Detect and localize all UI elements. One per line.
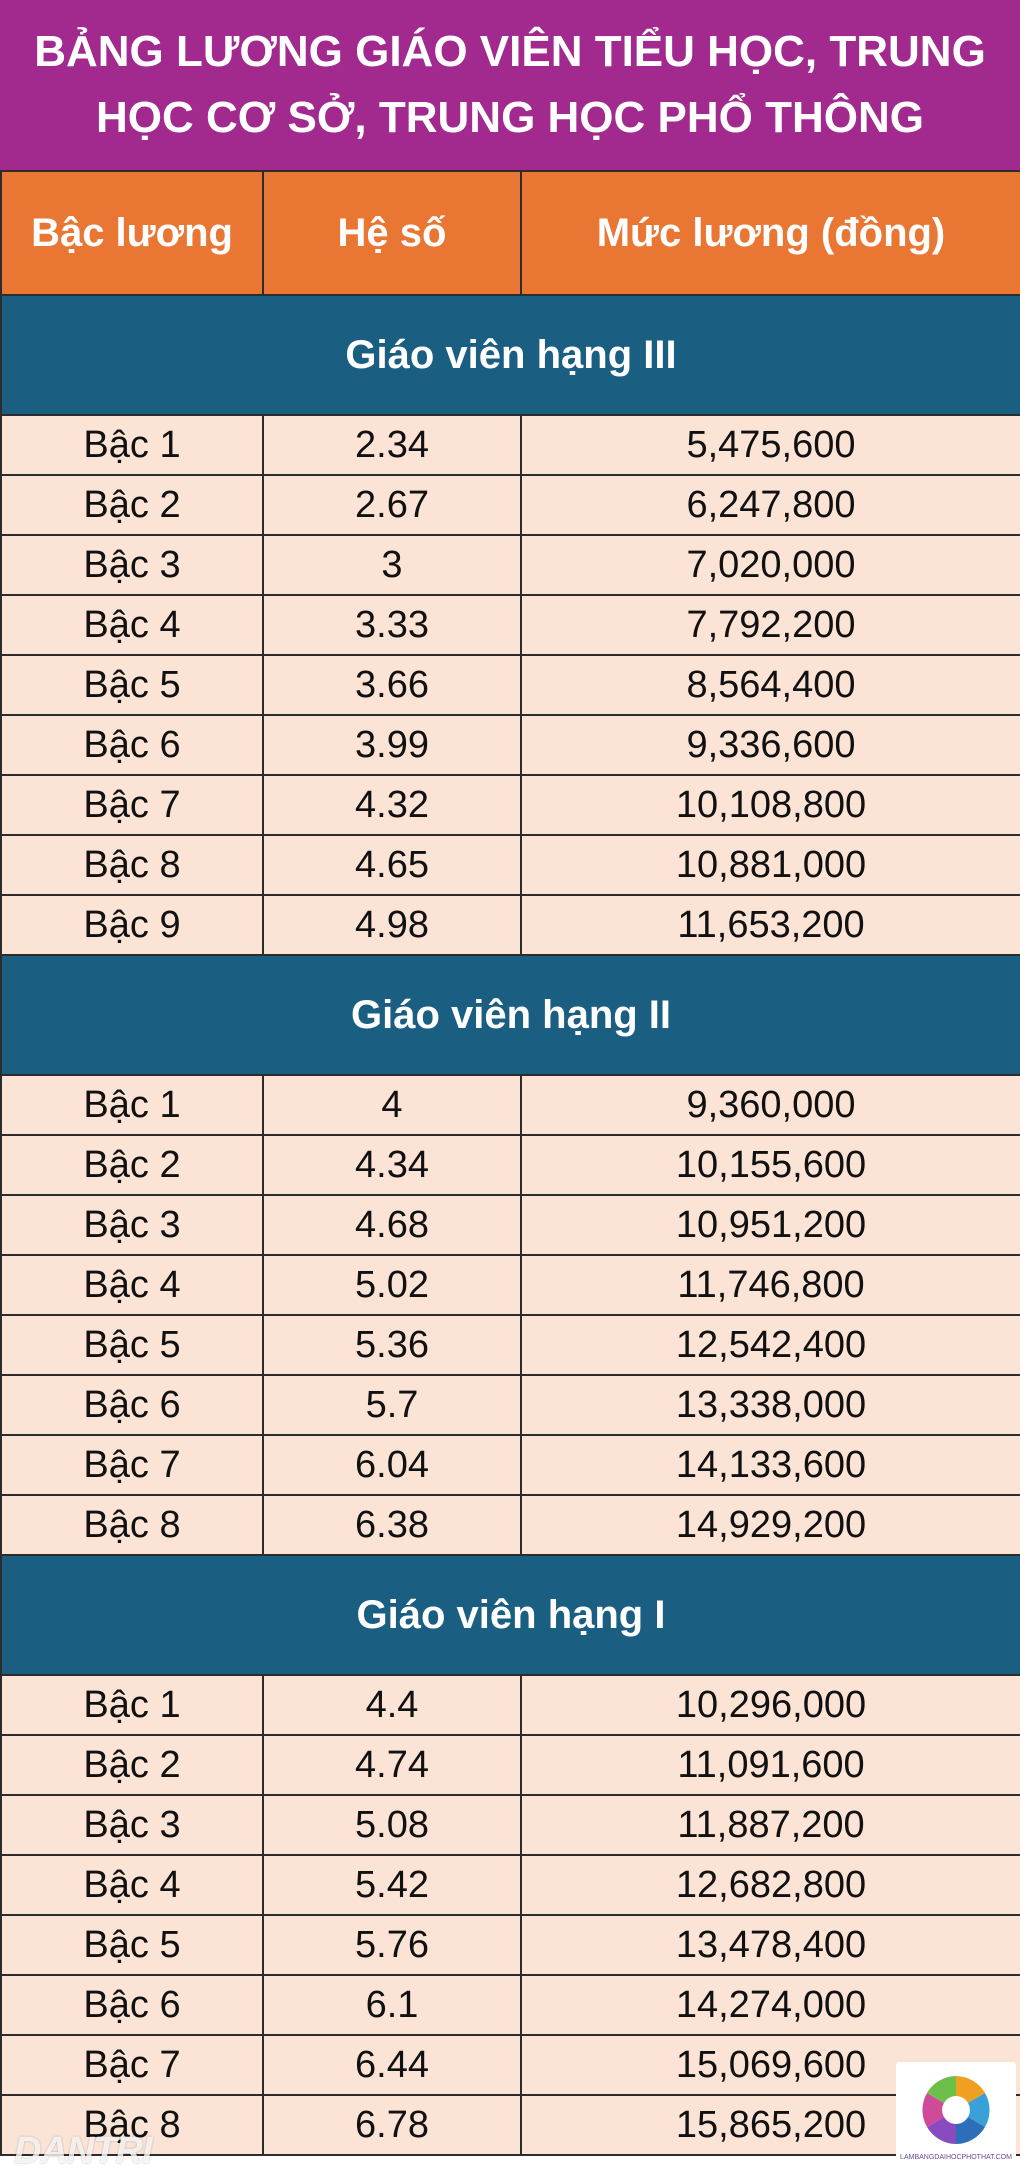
salary-cell: 9,360,000 bbox=[521, 1075, 1020, 1135]
salary-cell: 5,475,600 bbox=[521, 415, 1020, 475]
logo-icon bbox=[896, 2062, 1016, 2154]
coefficient-cell: 5.42 bbox=[263, 1855, 521, 1915]
table-row bbox=[1, 595, 1020, 655]
grade-cell: Bậc 7 bbox=[1, 1435, 263, 1495]
logo bbox=[896, 2062, 1016, 2182]
salary-cell: 15,069,600 bbox=[521, 2035, 1020, 2095]
coefficient-cell: 4.74 bbox=[263, 1735, 521, 1795]
salary-cell: 12,682,800 bbox=[521, 1855, 1020, 1915]
grade-cell: Bậc 5 bbox=[1, 1315, 263, 1375]
salary-cell: 10,296,000 bbox=[521, 1675, 1020, 1735]
table-row bbox=[1, 1255, 1020, 1315]
grade-cell: Bậc 2 bbox=[1, 1735, 263, 1795]
salary-cell: 13,478,400 bbox=[521, 1915, 1020, 1975]
salary-cell: 14,274,000 bbox=[521, 1975, 1020, 2035]
grade-cell: Bậc 5 bbox=[1, 1915, 263, 1975]
coefficient-cell: 5.7 bbox=[263, 1375, 521, 1435]
title-line-1: BẢNG LƯƠNG GIÁO VIÊN TIỂU HỌC, TRUNG bbox=[34, 27, 986, 76]
table-row bbox=[1, 1135, 1020, 1195]
coefficient-cell: 3 bbox=[263, 535, 521, 595]
grade-cell: Bậc 8 bbox=[1, 2095, 263, 2155]
salary-table bbox=[0, 170, 1020, 2156]
table-row bbox=[1, 715, 1020, 775]
grade-cell: Bậc 8 bbox=[1, 835, 263, 895]
salary-cell: 12,542,400 bbox=[521, 1315, 1020, 1375]
salary-cell: 14,133,600 bbox=[521, 1435, 1020, 1495]
header-row bbox=[1, 171, 1020, 295]
coefficient-cell: 6.38 bbox=[263, 1495, 521, 1555]
section-title: Giáo viên hạng I bbox=[1, 1555, 1020, 1675]
table-row bbox=[1, 475, 1020, 535]
grade-cell: Bậc 6 bbox=[1, 715, 263, 775]
section-row bbox=[1, 295, 1020, 415]
grade-cell: Bậc 9 bbox=[1, 895, 263, 955]
grade-cell: Bậc 6 bbox=[1, 1975, 263, 2035]
salary-cell: 11,746,800 bbox=[521, 1255, 1020, 1315]
salary-cell: 10,951,200 bbox=[521, 1195, 1020, 1255]
salary-cell: 10,108,800 bbox=[521, 775, 1020, 835]
coefficient-cell: 2.34 bbox=[263, 415, 521, 475]
coefficient-cell: 5.76 bbox=[263, 1915, 521, 1975]
grade-cell: Bậc 8 bbox=[1, 1495, 263, 1555]
grade-cell: Bậc 1 bbox=[1, 1075, 263, 1135]
table-row bbox=[1, 1315, 1020, 1375]
table-row bbox=[1, 2095, 1020, 2155]
grade-cell: Bậc 3 bbox=[1, 1795, 263, 1855]
table-row bbox=[1, 1975, 1020, 2035]
coefficient-cell: 3.33 bbox=[263, 595, 521, 655]
coefficient-cell: 5.08 bbox=[263, 1795, 521, 1855]
coefficient-cell: 6.78 bbox=[263, 2095, 521, 2155]
coefficient-cell: 2.67 bbox=[263, 475, 521, 535]
title-line-2: HỌC CƠ SỞ, TRUNG HỌC PHỔ THÔNG bbox=[96, 93, 924, 142]
grade-cell: Bậc 6 bbox=[1, 1375, 263, 1435]
table-row bbox=[1, 1915, 1020, 1975]
header-salary: Mức lương (đồng) bbox=[521, 171, 1020, 295]
section-row bbox=[1, 1555, 1020, 1675]
salary-cell: 10,881,000 bbox=[521, 835, 1020, 895]
table-row bbox=[1, 835, 1020, 895]
grade-cell: Bậc 4 bbox=[1, 1255, 263, 1315]
grade-cell: Bậc 3 bbox=[1, 535, 263, 595]
table-row bbox=[1, 1855, 1020, 1915]
grade-cell: Bậc 3 bbox=[1, 1195, 263, 1255]
section-title: Giáo viên hạng III bbox=[1, 295, 1020, 415]
coefficient-cell: 4 bbox=[263, 1075, 521, 1135]
salary-cell: 8,564,400 bbox=[521, 655, 1020, 715]
salary-cell: 7,792,200 bbox=[521, 595, 1020, 655]
table-row bbox=[1, 2035, 1020, 2095]
grade-cell: Bậc 4 bbox=[1, 595, 263, 655]
salary-cell: 11,887,200 bbox=[521, 1795, 1020, 1855]
header-coefficient: Hệ số bbox=[263, 171, 521, 295]
table-row bbox=[1, 1495, 1020, 1555]
table-row bbox=[1, 1435, 1020, 1495]
salary-cell: 15,865,200 bbox=[521, 2095, 1020, 2155]
grade-cell: Bậc 7 bbox=[1, 775, 263, 835]
grade-cell: Bậc 1 bbox=[1, 1675, 263, 1735]
logo-text: LAMBANGDAIHOCPHOTHAT.COM bbox=[900, 2154, 1012, 2161]
table-row bbox=[1, 1735, 1020, 1795]
coefficient-cell: 5.02 bbox=[263, 1255, 521, 1315]
grade-cell: Bậc 2 bbox=[1, 1135, 263, 1195]
table-row bbox=[1, 895, 1020, 955]
coefficient-cell: 6.04 bbox=[263, 1435, 521, 1495]
coefficient-cell: 6.1 bbox=[263, 1975, 521, 2035]
salary-cell: 11,091,600 bbox=[521, 1735, 1020, 1795]
salary-cell: 14,929,200 bbox=[521, 1495, 1020, 1555]
coefficient-cell: 3.66 bbox=[263, 655, 521, 715]
table-row bbox=[1, 655, 1020, 715]
table-body bbox=[1, 295, 1020, 2155]
coefficient-cell: 4.34 bbox=[263, 1135, 521, 1195]
coefficient-cell: 4.4 bbox=[263, 1675, 521, 1735]
salary-cell: 9,336,600 bbox=[521, 715, 1020, 775]
watermark: DANTRI bbox=[14, 2130, 152, 2172]
page-title bbox=[0, 0, 1020, 170]
table-row bbox=[1, 1675, 1020, 1735]
table-row bbox=[1, 1795, 1020, 1855]
grade-cell: Bậc 7 bbox=[1, 2035, 263, 2095]
table-row bbox=[1, 1075, 1020, 1135]
table-row bbox=[1, 1195, 1020, 1255]
header-grade: Bậc lương bbox=[1, 171, 263, 295]
coefficient-cell: 4.68 bbox=[263, 1195, 521, 1255]
section-title: Giáo viên hạng II bbox=[1, 955, 1020, 1075]
coefficient-cell: 5.36 bbox=[263, 1315, 521, 1375]
coefficient-cell: 4.65 bbox=[263, 835, 521, 895]
grade-cell: Bậc 1 bbox=[1, 415, 263, 475]
coefficient-cell: 4.32 bbox=[263, 775, 521, 835]
table-row bbox=[1, 775, 1020, 835]
table-row bbox=[1, 535, 1020, 595]
table-row bbox=[1, 1375, 1020, 1435]
grade-cell: Bậc 2 bbox=[1, 475, 263, 535]
section-row bbox=[1, 955, 1020, 1075]
salary-cell: 6,247,800 bbox=[521, 475, 1020, 535]
salary-cell: 13,338,000 bbox=[521, 1375, 1020, 1435]
salary-cell: 11,653,200 bbox=[521, 895, 1020, 955]
coefficient-cell: 3.99 bbox=[263, 715, 521, 775]
coefficient-cell: 6.44 bbox=[263, 2035, 521, 2095]
grade-cell: Bậc 5 bbox=[1, 655, 263, 715]
salary-cell: 10,155,600 bbox=[521, 1135, 1020, 1195]
grade-cell: Bậc 4 bbox=[1, 1855, 263, 1915]
salary-cell: 7,020,000 bbox=[521, 535, 1020, 595]
coefficient-cell: 4.98 bbox=[263, 895, 521, 955]
table-row bbox=[1, 415, 1020, 475]
